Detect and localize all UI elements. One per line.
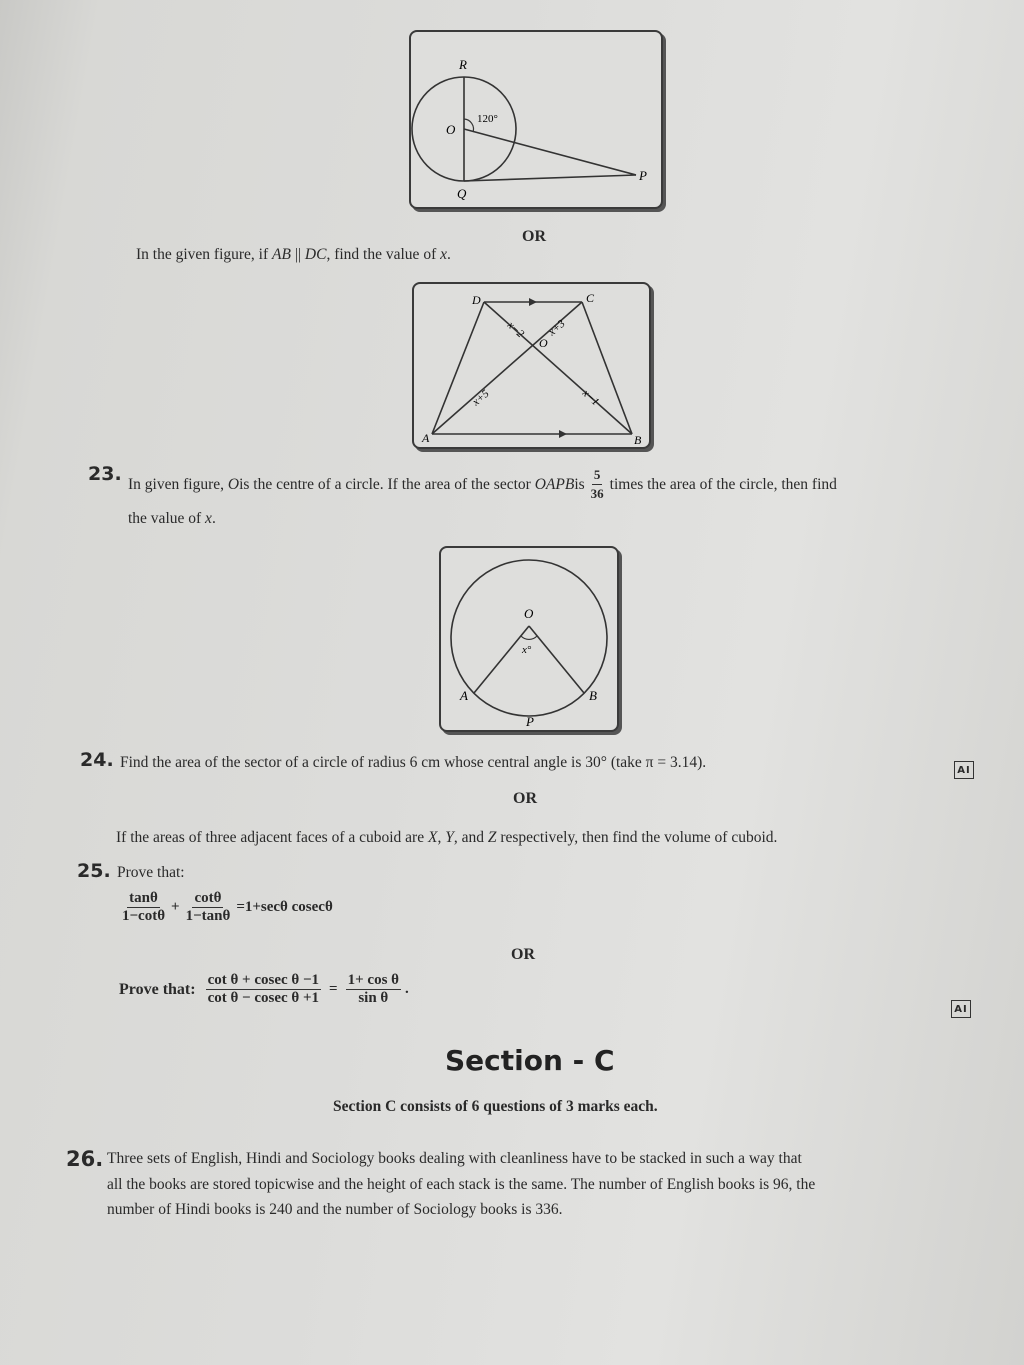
fraction bbox=[120, 890, 167, 925]
frac-den: sin θ bbox=[358, 990, 389, 1006]
figure-sector bbox=[439, 546, 619, 732]
q26-line2: all the books are stored topicwise and the height of each stack is the same. The number of English books is 96, the bbox=[107, 1176, 816, 1193]
frac-num: tanθ bbox=[129, 890, 158, 906]
text: times the area of the circle, then find bbox=[609, 475, 837, 493]
var-ab: AB bbox=[272, 246, 291, 263]
var-oapb: OAPB bbox=[534, 475, 575, 493]
or-label-q25: OR bbox=[511, 946, 535, 963]
text: If the areas of three adjacent faces of a cuboid are bbox=[116, 829, 428, 846]
var-x: X bbox=[427, 829, 438, 846]
svg-text:O: O bbox=[446, 122, 456, 137]
svg-text:R: R bbox=[459, 57, 467, 72]
frac-num: cotθ bbox=[194, 890, 222, 906]
text: . bbox=[211, 510, 216, 527]
frac-num: cot θ + cosec θ −1 bbox=[207, 972, 320, 988]
text: the value of bbox=[128, 510, 206, 527]
frac-den: cot θ − cosec θ +1 bbox=[207, 990, 320, 1006]
svg-text:x°: x° bbox=[522, 644, 532, 656]
q26-line1: Three sets of English, Hindi and Sociology books dealing with cleanliness have to be stacked in such a way that bbox=[107, 1150, 802, 1167]
text: Prove that: bbox=[119, 980, 196, 998]
text: , find the value of bbox=[326, 246, 441, 263]
frac-den: 36 bbox=[590, 486, 604, 502]
text: respectively, then find the volume of cuboid. bbox=[496, 829, 778, 846]
q25-equation-2 bbox=[119, 972, 409, 1007]
frac-num: 1+ cos θ bbox=[347, 972, 399, 988]
plus-sign: + bbox=[171, 899, 180, 915]
svg-text:A: A bbox=[422, 431, 430, 445]
svg-text:120°: 120° bbox=[477, 113, 498, 125]
svg-text:x−1: x−1 bbox=[579, 387, 602, 409]
var-o: O bbox=[227, 475, 240, 493]
text: is bbox=[574, 475, 585, 493]
text: is the centre of a circle. If the area of the sector bbox=[239, 475, 531, 493]
parallel-symbol: || bbox=[290, 246, 305, 263]
question-number-23: 23. bbox=[88, 463, 122, 485]
svg-text:x−2: x−2 bbox=[504, 319, 527, 341]
fraction bbox=[346, 972, 401, 1007]
equals-sign: = bbox=[329, 981, 338, 997]
svg-text:x+3: x+3 bbox=[546, 317, 568, 339]
svg-text:P: P bbox=[639, 168, 647, 183]
q25-intro: Prove that: bbox=[117, 864, 185, 881]
question-number-25: 25. bbox=[77, 860, 111, 882]
var-dc: DC bbox=[304, 246, 327, 263]
q26-line3: number of Hindi books is 240 and the number of Sociology books is 336. bbox=[107, 1201, 563, 1218]
circle-tangent-diagram bbox=[411, 32, 661, 207]
text: In the given figure, if bbox=[136, 246, 273, 263]
svg-text:D: D bbox=[472, 293, 481, 307]
svg-text:C: C bbox=[586, 291, 595, 305]
ai-badge-q24: AI bbox=[954, 761, 974, 779]
section-c-subtitle: Section C consists of 6 questions of 3 marks each. bbox=[333, 1098, 658, 1115]
svg-text:O: O bbox=[524, 606, 534, 621]
text: . bbox=[404, 981, 409, 997]
svg-text:O: O bbox=[539, 336, 548, 350]
sector-diagram bbox=[441, 548, 617, 730]
svg-text:B: B bbox=[589, 688, 597, 703]
svg-text:B: B bbox=[634, 433, 642, 447]
q24-text: Find the area of the sector of a circle of radius 6 cm whose central angle is 30° (take π = 3.14). bbox=[120, 754, 707, 771]
var-z: Z bbox=[487, 829, 497, 846]
var-x: x bbox=[440, 246, 447, 263]
rhs: =1+secθ cosecθ bbox=[236, 899, 333, 915]
fraction bbox=[184, 890, 233, 925]
figure-circle-tangent bbox=[409, 30, 663, 209]
svg-text:Q: Q bbox=[457, 186, 467, 201]
svg-text:x+5: x+5 bbox=[470, 387, 492, 409]
frac-den: 1−tanθ bbox=[185, 908, 231, 924]
var-x: x bbox=[205, 510, 212, 527]
fraction bbox=[206, 972, 321, 1007]
ai-badge-q25: AI bbox=[951, 1000, 971, 1018]
text: In given figure, bbox=[128, 475, 224, 493]
or-label-q24: OR bbox=[513, 790, 537, 807]
q25-equation-1 bbox=[116, 890, 333, 925]
fraction-5-36 bbox=[589, 466, 606, 503]
or-label-q22: OR bbox=[522, 228, 546, 245]
q23-text-line2 bbox=[128, 508, 216, 530]
var-y: Y bbox=[445, 829, 454, 846]
trapezium-diagram bbox=[414, 284, 649, 447]
figure-trapezium bbox=[412, 282, 651, 449]
frac-num: 5 bbox=[592, 466, 603, 485]
svg-text:P: P bbox=[526, 714, 534, 729]
svg-text:A: A bbox=[460, 688, 468, 703]
question-number-26: 26. bbox=[66, 1147, 104, 1171]
frac-den: 1−cotθ bbox=[122, 908, 166, 924]
q23-text-line1 bbox=[128, 466, 837, 503]
question-number-24: 24. bbox=[80, 749, 114, 771]
text: . bbox=[447, 246, 451, 263]
section-c-title: Section - C bbox=[445, 1044, 615, 1077]
q22-or-question bbox=[136, 244, 451, 266]
q24-or-text: If the areas of three adjacent faces of a cuboid are X, Y, and Z respectively, then find the volume of cuboid. bbox=[116, 829, 778, 846]
